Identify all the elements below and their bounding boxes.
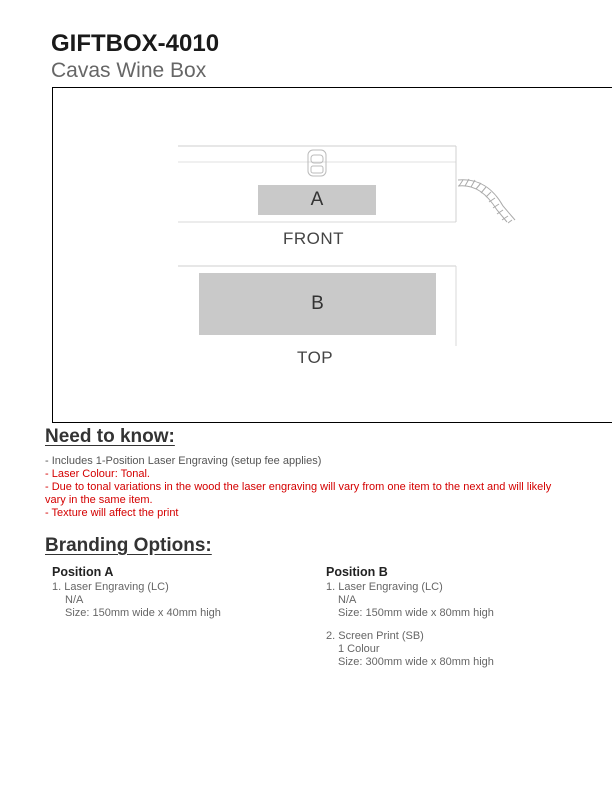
position-a-method-1: 1. Laser Engraving (LC) <box>52 581 169 593</box>
print-area-a: A <box>258 185 376 215</box>
position-b-method-2-detail: 1 Colour <box>338 643 380 655</box>
branding-options-heading: Branding Options: <box>45 535 212 556</box>
position-b-block <box>326 565 586 669</box>
position-b-title: Position B <box>326 565 388 579</box>
position-b-method-1-size: Size: 150mm wide x 80mm high <box>338 607 494 619</box>
position-a-method-1-detail: N/A <box>65 594 84 606</box>
position-b-method-2: 2. Screen Print (SB) <box>326 630 424 642</box>
product-code: GIFTBOX-4010 <box>51 30 220 57</box>
need-to-know-heading: Need to know: <box>45 426 175 447</box>
top-view-label: TOP <box>297 348 334 367</box>
front-view-label: FRONT <box>283 229 345 248</box>
position-a-title: Position A <box>52 565 114 579</box>
product-name: Cavas Wine Box <box>51 59 207 82</box>
print-area-b: B <box>199 273 436 335</box>
note-texture: - Texture will affect the print <box>45 507 179 519</box>
box-outline-drawing <box>53 88 612 424</box>
position-a-method-1-size: Size: 150mm wide x 40mm high <box>65 607 221 619</box>
position-b-method-2-size: Size: 300mm wide x 80mm high <box>338 656 494 668</box>
note-tonal-variation: - Due to tonal variations in the wood the laser engraving will vary from one item to the next and will likely vary in the same item. <box>45 481 552 506</box>
note-laser-colour: - Laser Colour: Tonal. <box>45 468 150 480</box>
position-b-method-1: 1. Laser Engraving (LC) <box>326 581 443 593</box>
position-a-block <box>52 565 292 620</box>
note-setup-fee: - Includes 1-Position Laser Engraving (setup fee applies) <box>45 455 322 467</box>
position-b-method-1-detail: N/A <box>338 594 357 606</box>
product-drawing <box>52 87 612 423</box>
